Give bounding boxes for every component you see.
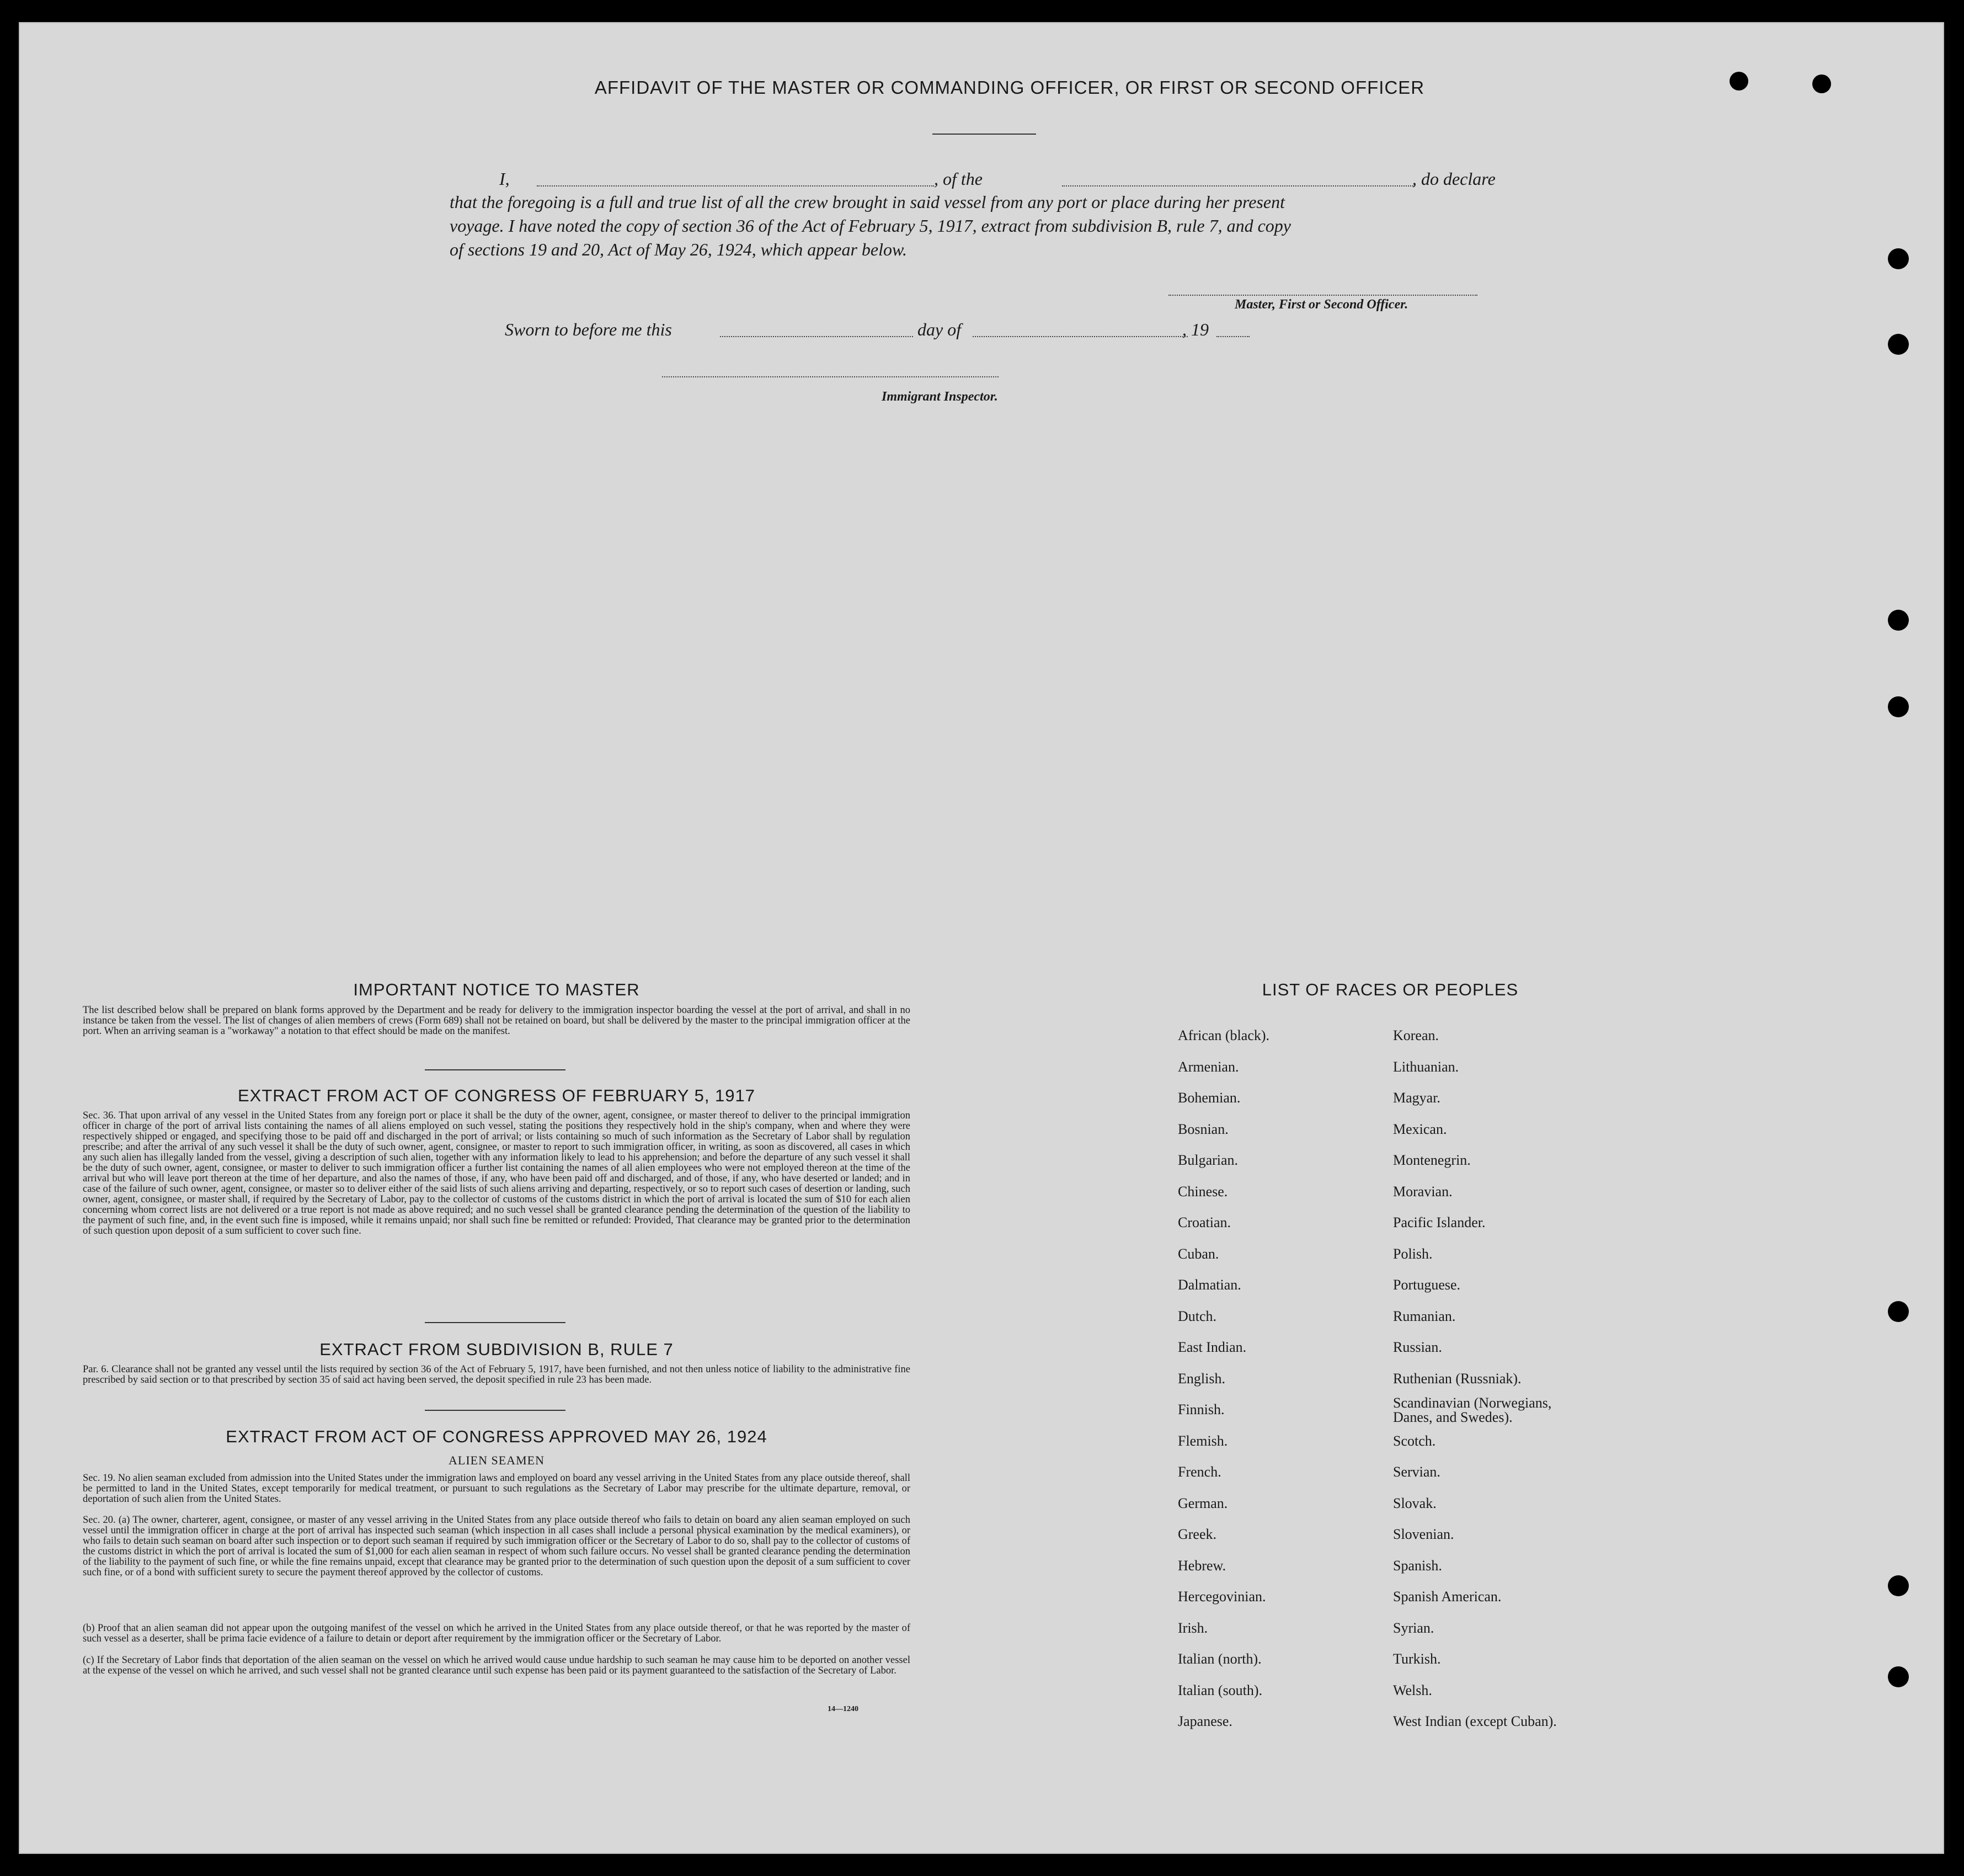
alien-seamen-subtitle: ALIEN SEAMEN — [449, 1453, 545, 1467]
section-divider — [425, 1069, 565, 1070]
race-item: English. — [1178, 1370, 1225, 1387]
race-item: Dutch. — [1178, 1308, 1217, 1324]
vessel-blank[interactable] — [1062, 185, 1415, 186]
sworn-line — [505, 317, 1277, 342]
race-item: Hercegovinian. — [1178, 1589, 1266, 1605]
race-item: Bohemian. — [1178, 1090, 1241, 1106]
sworn-prefix: Sworn to before me this — [505, 319, 672, 339]
section-divider — [425, 1410, 565, 1411]
race-item: German. — [1178, 1495, 1228, 1511]
punch-hole — [1888, 696, 1909, 717]
form-number: 14—1240 — [828, 1705, 858, 1713]
title-divider — [932, 134, 1036, 135]
declaration-of-the: , of the — [934, 169, 983, 189]
declaration-line-2: that the foregoing is a full and true list of all the crew brought in said vessel from any port or place during her present — [450, 192, 1285, 212]
notice-title: IMPORTANT NOTICE TO MASTER — [353, 980, 640, 999]
race-item: Slovenian. — [1393, 1526, 1454, 1542]
sworn-day-blank[interactable] — [720, 336, 913, 337]
punch-hole — [1888, 248, 1909, 269]
race-item: Pacific Islander. — [1393, 1214, 1486, 1230]
race-item: Scotch. — [1393, 1432, 1436, 1449]
sec-20a-text: Sec. 20. (a) The owner, charterer, agent, consignee, or master of any vessel arriving in the United States from any place outside thereof who fails to detain on board any alien seaman employed on such vessel until the immigration officer in charge at the port of arrival has inspected such seaman (which inspection in all cases shall include a personal physical examination by the medical examiners), or who fails to detain such seaman on board after such inspection or to deport such seaman if required by such immigration officer or the Secretary of Labor to do so, shall pay to the collector of customs of the customs district in which the port of arrival is located the sum of $1,000 for each alien seaman in respect of whom such failure occurs. No vessel shall be granted clearance pending the determination of the liability to the payment of such fine, or while the fine remains unpaid, except that clearance may be granted prior to the determination of such question upon the deposit of a sum sufficient to cover such fine, or of a bond with sufficient surety to secure the payment thereof approved by the collector of customs. — [83, 1515, 910, 1578]
section-divider — [425, 1322, 565, 1323]
declaration-i: I, — [499, 169, 510, 189]
punch-hole — [1812, 74, 1831, 93]
sworn-day-of: day of — [917, 319, 962, 339]
notice-text: The list described below shall be prepared on blank forms approved by the Department and be ready for delivery to the immigration inspector boarding the vessel at the port of arrival, and shall in no instance be taken from the vessel. The list of changes of alien members of crews (Form 689) shall not be retained on board, but shall be delivered by the master to the principal immigration officer at the port. When an arriving seaman is a "workaway" a notation to that effect should be made on the manifest. — [83, 1005, 910, 1037]
declaration-do-declare: , do declare — [1412, 169, 1496, 189]
extract-rule7-text: Par. 6. Clearance shall not be granted any vessel until the lists required by section 36 of the Act of February 5, 1917, have been furnished, and not then unless notice of liability to the administrative fine prescribed by said section or to that prescribed by section 35 of said act having been served, the deposit specified in rule 23 has been made. — [83, 1364, 910, 1385]
race-item: Spanish American. — [1393, 1589, 1502, 1605]
race-item: Armenian. — [1178, 1058, 1239, 1075]
race-item: Welsh. — [1393, 1682, 1432, 1698]
inspector-signature-blank[interactable] — [662, 376, 999, 377]
races-title: LIST OF RACES OR PEOPLES — [1262, 980, 1519, 999]
sec-19-text: Sec. 19. No alien seaman excluded from admission into the United States under the immigration laws and employed on board any vessel arriving in the United States from any place outside thereof, shall be permitted to land in the United States, except temporarily for medical treatment, or pursuant to such regulations as the Secretary of Labor may prescribe for the ultimate departure, removal, or deportation of such alien from the United States. — [83, 1473, 910, 1505]
race-item: Mexican. — [1393, 1121, 1447, 1137]
punch-hole — [1888, 610, 1909, 631]
name-blank[interactable] — [537, 185, 934, 186]
declaration-line-1 — [499, 167, 1520, 191]
race-item: Lithuanian. — [1393, 1058, 1459, 1075]
race-item: Ruthenian (Russniak). — [1393, 1370, 1522, 1387]
race-item: Turkish. — [1393, 1651, 1441, 1667]
sworn-year-blank[interactable] — [1216, 336, 1250, 337]
race-item: Moravian. — [1393, 1183, 1453, 1200]
declaration-line-4: of sections 19 and 20, Act of May 26, 1924, which appear below. — [450, 239, 907, 259]
punch-hole — [1888, 1666, 1909, 1687]
race-item: Spanish. — [1393, 1557, 1442, 1574]
declaration-line-3: voyage. I have noted the copy of section 36 of the Act of February 5, 1917, extract from subdivision B, rule 7, and copy — [450, 216, 1291, 236]
race-item: African (black). — [1178, 1027, 1270, 1043]
sec-20b-text: (b) Proof that an alien seaman did not appear upon the outgoing manifest of the vessel on which he arrived in the United States from any place outside thereof, or that he was reported by the master of such vessel as a deserter, shall be prima facie evidence of a failure to detain or deport after requirement by the immigration officer or the Secretary of Labor. — [83, 1623, 910, 1644]
punch-hole — [1888, 1301, 1909, 1322]
extract-rule7-title: EXTRACT FROM SUBDIVISION B, RULE 7 — [319, 1340, 674, 1359]
race-item: Servian. — [1393, 1464, 1440, 1480]
punch-hole — [1888, 1575, 1909, 1596]
race-item: Bosnian. — [1178, 1121, 1229, 1137]
race-item: Croatian. — [1178, 1214, 1231, 1230]
extract-1924-title: EXTRACT FROM ACT OF CONGRESS APPROVED MAY 26, 1924 — [226, 1427, 767, 1446]
race-item: Scandinavian (Norwegians, Danes, and Swedes). — [1393, 1395, 1552, 1425]
race-item: Dalmatian. — [1178, 1277, 1241, 1293]
race-item: West Indian (except Cuban). — [1393, 1713, 1557, 1729]
race-item: Cuban. — [1178, 1245, 1219, 1262]
race-item: Greek. — [1178, 1526, 1217, 1542]
race-item: Portuguese. — [1393, 1277, 1461, 1293]
race-item: East Indian. — [1178, 1339, 1247, 1355]
punch-hole — [1888, 334, 1909, 355]
document-sheet — [19, 22, 1944, 1854]
race-item: Syrian. — [1393, 1619, 1434, 1636]
race-item: Flemish. — [1178, 1432, 1228, 1449]
race-item: Italian (south). — [1178, 1682, 1263, 1698]
race-item: French. — [1178, 1464, 1221, 1480]
race-item: Russian. — [1393, 1339, 1442, 1355]
master-signature-label: Master, First or Second Officer. — [1235, 297, 1408, 312]
extract-1917-text: Sec. 36. That upon arrival of any vessel in the United States from any foreign port or place it shall be the duty of the owner, agent, consignee, or master thereof to deliver to the principal immigration officer in charge of the port of arrival lists containing the names of all aliens employed on such vessel, stating the positions they respectively hold in the ship's company, when and where they were respectively shipped or engaged, and specifying those to be paid off and discharged in the port of arrival; or lists containing so much of such information as the Secretary of Labor shall by regulation prescribe; and after the arrival of any such vessel it shall be the duty of such owner, agent, consignee, or master to report to such immigration officer, in writing, as soon as discovered, all cases in which any such alien has illegally landed from the vessel, giving a description of such alien, together with any information likely to lead to his apprehension; and before the departure of any such vessel it shall be the duty of such owner, agent, consignee, or master to deliver to such immigration officer a further list containing the names of all alien employees who were not employed thereon at the time of the arrival but who will leave port thereon at the time of her departure, and also the names of those, if any, who have been paid off and discharged, and of those, if any, who have deserted or landed; and in case of the failure of such owner, agent, consignee, or master so to deliver either of the said lists of such aliens arriving and departing, respectively, or so to report such cases of desertion or landing, such owner, agent, consignee, or master shall, if required by the Secretary of Labor, pay to the collector of customs of the customs district in which the port of arrival is located the sum of $10 for each alien concerning whom correct lists are not delivered or a true report is not made as above required; and no such vessel shall be granted clearance pending the determination of the question of the liability to the payment of such fine, and, in the event such fine is imposed, while it remains unpaid; nor shall such fine be remitted or refunded: Provided, That clearance may be granted prior to the determination of such question upon deposit of a sum sufficient to cover such fine. — [83, 1110, 910, 1237]
affidavit-title: AFFIDAVIT OF THE MASTER OR COMMANDING OFFICER, OR FIRST OR SECOND OFFICER — [594, 77, 1425, 98]
extract-1917-title: EXTRACT FROM ACT OF CONGRESS OF FEBRUARY 5, 1917 — [237, 1086, 756, 1105]
race-item: Hebrew. — [1178, 1557, 1226, 1574]
race-item: Magyar. — [1393, 1090, 1440, 1106]
sec-20c-text: (c) If the Secretary of Labor finds that deportation of the alien seaman on the vessel on which he arrived would cause undue hardship to such seaman he may cause him to be deported on another vessel at the expense of the vessel on which he arrived, and such vessel shall not be granted clearance until such expense has been paid or its payment guaranteed to the satisfaction of the Secretary of Labor. — [83, 1655, 910, 1676]
race-item: Bulgarian. — [1178, 1152, 1239, 1168]
race-item: Montenegrin. — [1393, 1152, 1471, 1168]
race-item: Japanese. — [1178, 1713, 1232, 1729]
sworn-month-blank[interactable] — [973, 336, 1188, 337]
master-signature-blank[interactable] — [1168, 295, 1477, 296]
inspector-signature-label: Immigrant Inspector. — [882, 390, 998, 404]
race-item: Slovak. — [1393, 1495, 1437, 1511]
race-item: Korean. — [1393, 1027, 1439, 1043]
race-item: Rumanian. — [1393, 1308, 1456, 1324]
race-item: Italian (north). — [1178, 1651, 1262, 1667]
sworn-year: , 19 — [1182, 319, 1209, 339]
race-item: Irish. — [1178, 1619, 1208, 1636]
punch-hole — [1730, 72, 1748, 90]
race-item: Finnish. — [1178, 1401, 1225, 1417]
race-item: Chinese. — [1178, 1183, 1228, 1200]
race-item: Polish. — [1393, 1245, 1433, 1262]
